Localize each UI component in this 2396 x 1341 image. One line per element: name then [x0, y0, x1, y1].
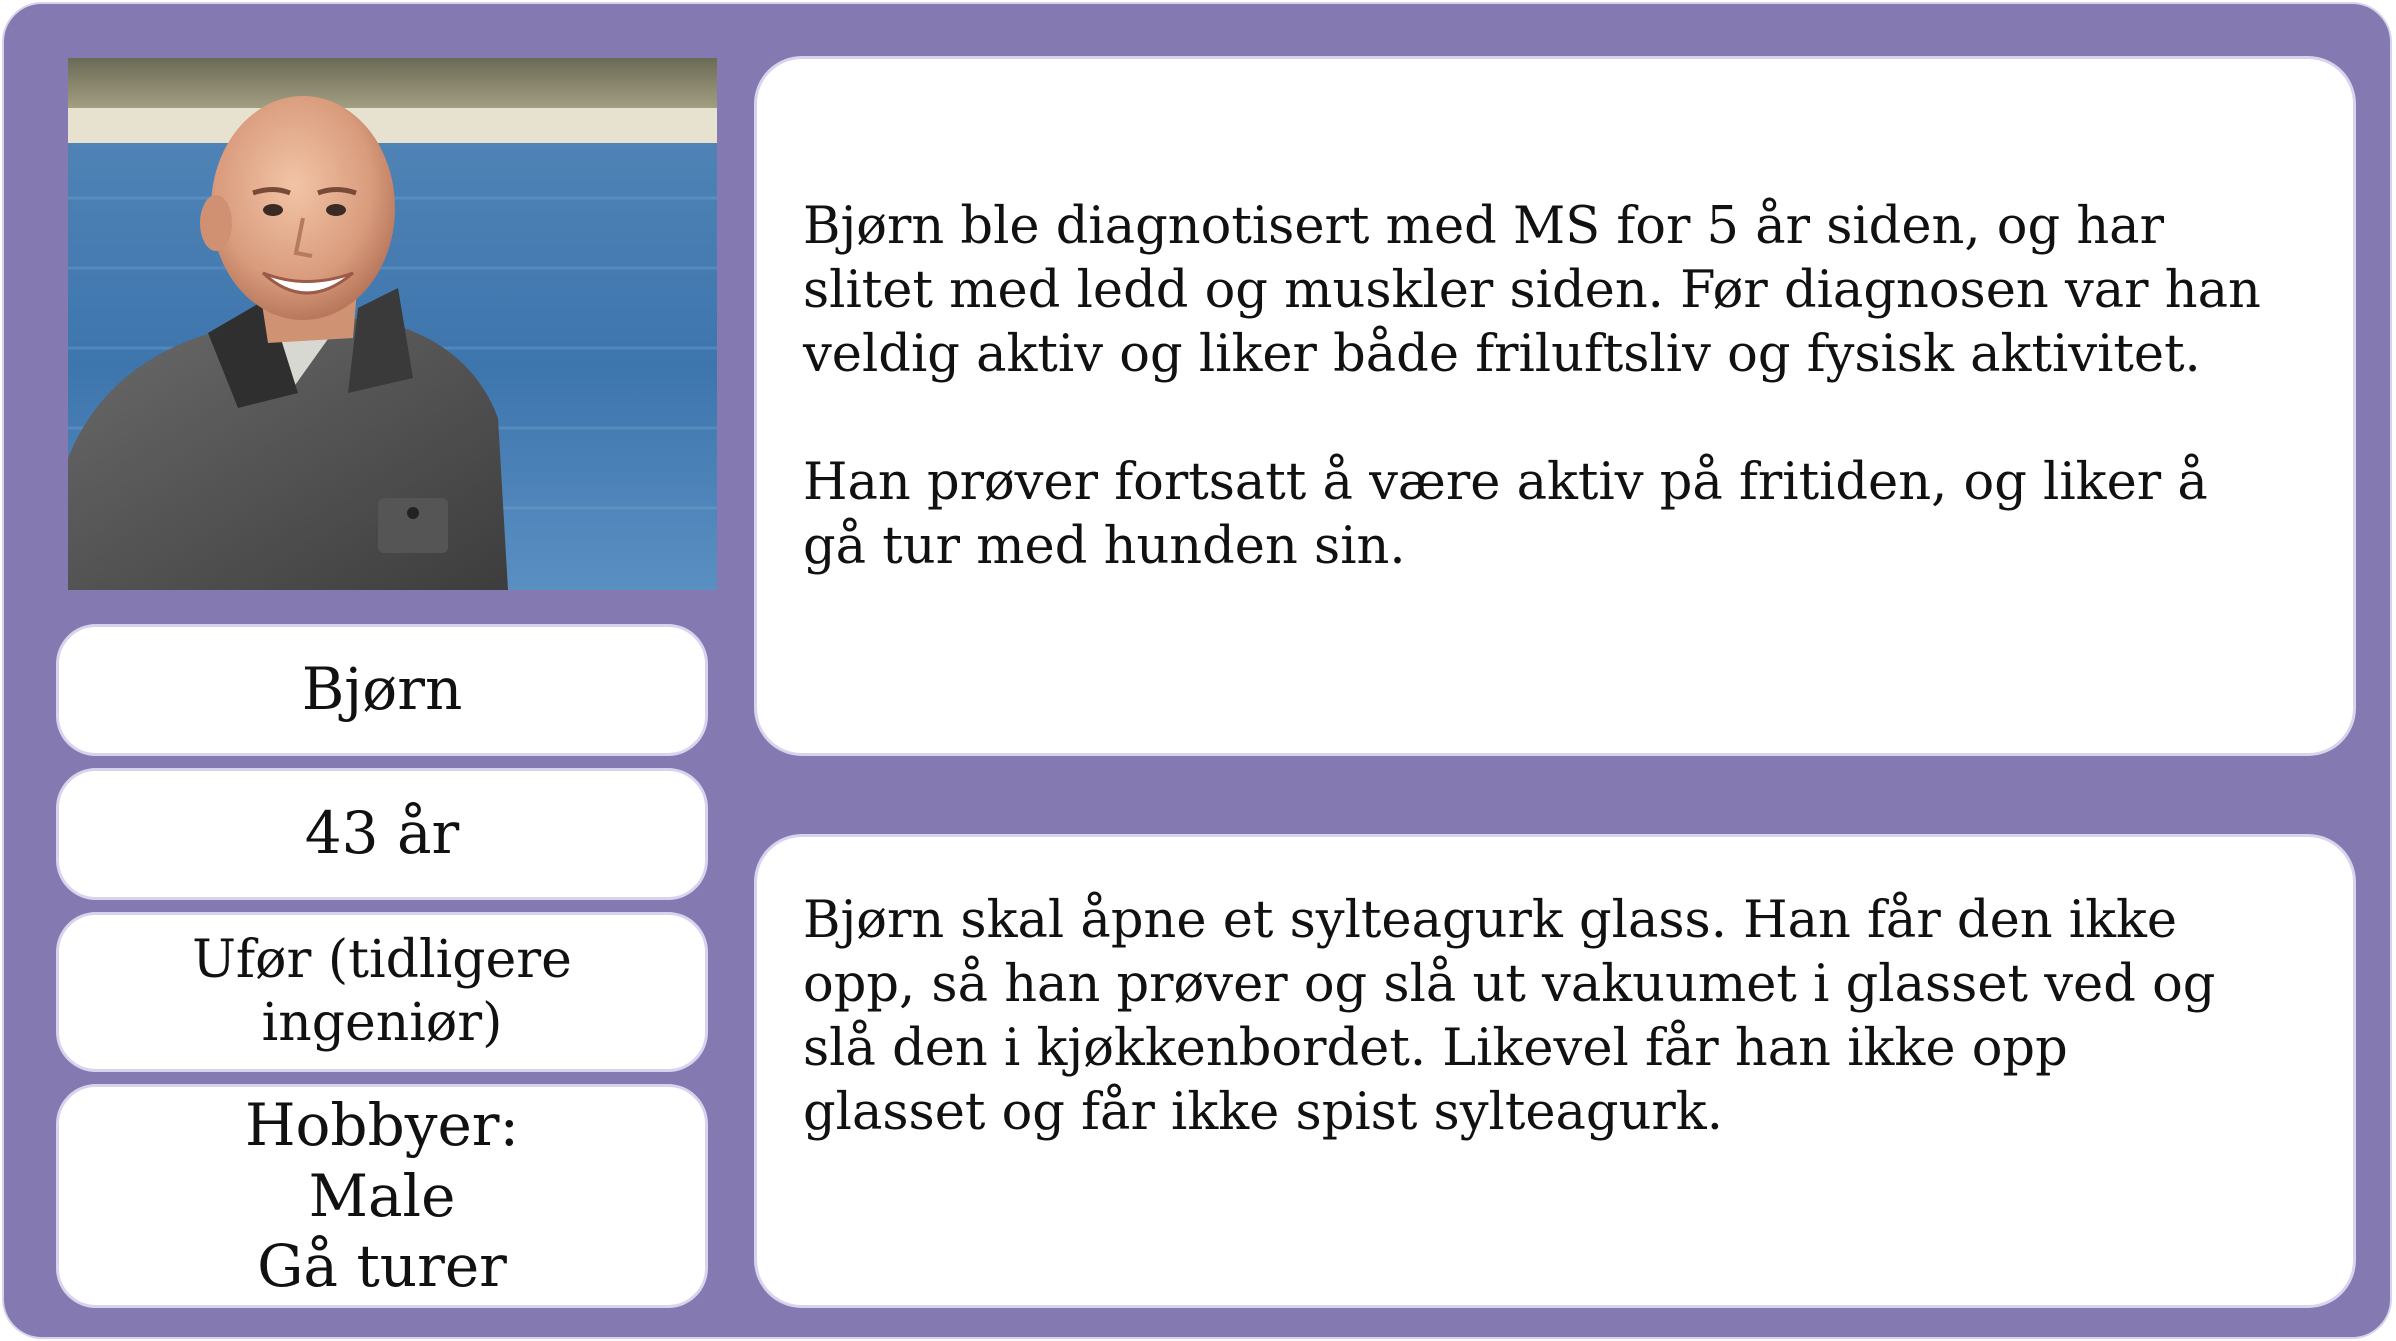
persona-age: 43 år: [304, 799, 460, 868]
hobby-item: Male: [308, 1161, 456, 1230]
persona-photo: [68, 58, 717, 590]
background-panel: [754, 56, 2356, 756]
hobbies-pill: [56, 1084, 708, 1308]
hobby-item: Gå turer: [257, 1232, 507, 1301]
persona-card: [2, 2, 2392, 1339]
name-pill: [56, 624, 708, 756]
occupation-pill: [56, 912, 708, 1072]
occupation-line-2: ingeniør): [261, 993, 503, 1053]
occupation-line-1: Ufør (tidligere: [192, 929, 572, 990]
scenario-panel: [754, 834, 2356, 1308]
age-pill: [56, 768, 708, 900]
hobbies-title: Hobbyer:: [244, 1090, 520, 1159]
background-paragraph-1: Bjørn ble diagnotisert med MS for 5 år siden, og har slitet med ledd og muskler siden. Før diagnosen var han veldig aktiv og liker både friluftsliv og fysisk aktivitet.: [803, 197, 2261, 384]
scenario-text: Bjørn skal åpne et sylteagurk glass. Han får den ikke opp, så han prøver og slå ut vakuumet i glasset ved og slå den i kjøkkenbordet. Likevel får han ikke opp glasset og får ikke spist sylteagurk.: [803, 891, 2216, 1142]
persona-name: Bjørn: [301, 655, 463, 724]
background-paragraph-2: Han prøver fortsatt å være aktiv på fritiden, og liker å gå tur med hunden sin.: [803, 453, 2208, 576]
